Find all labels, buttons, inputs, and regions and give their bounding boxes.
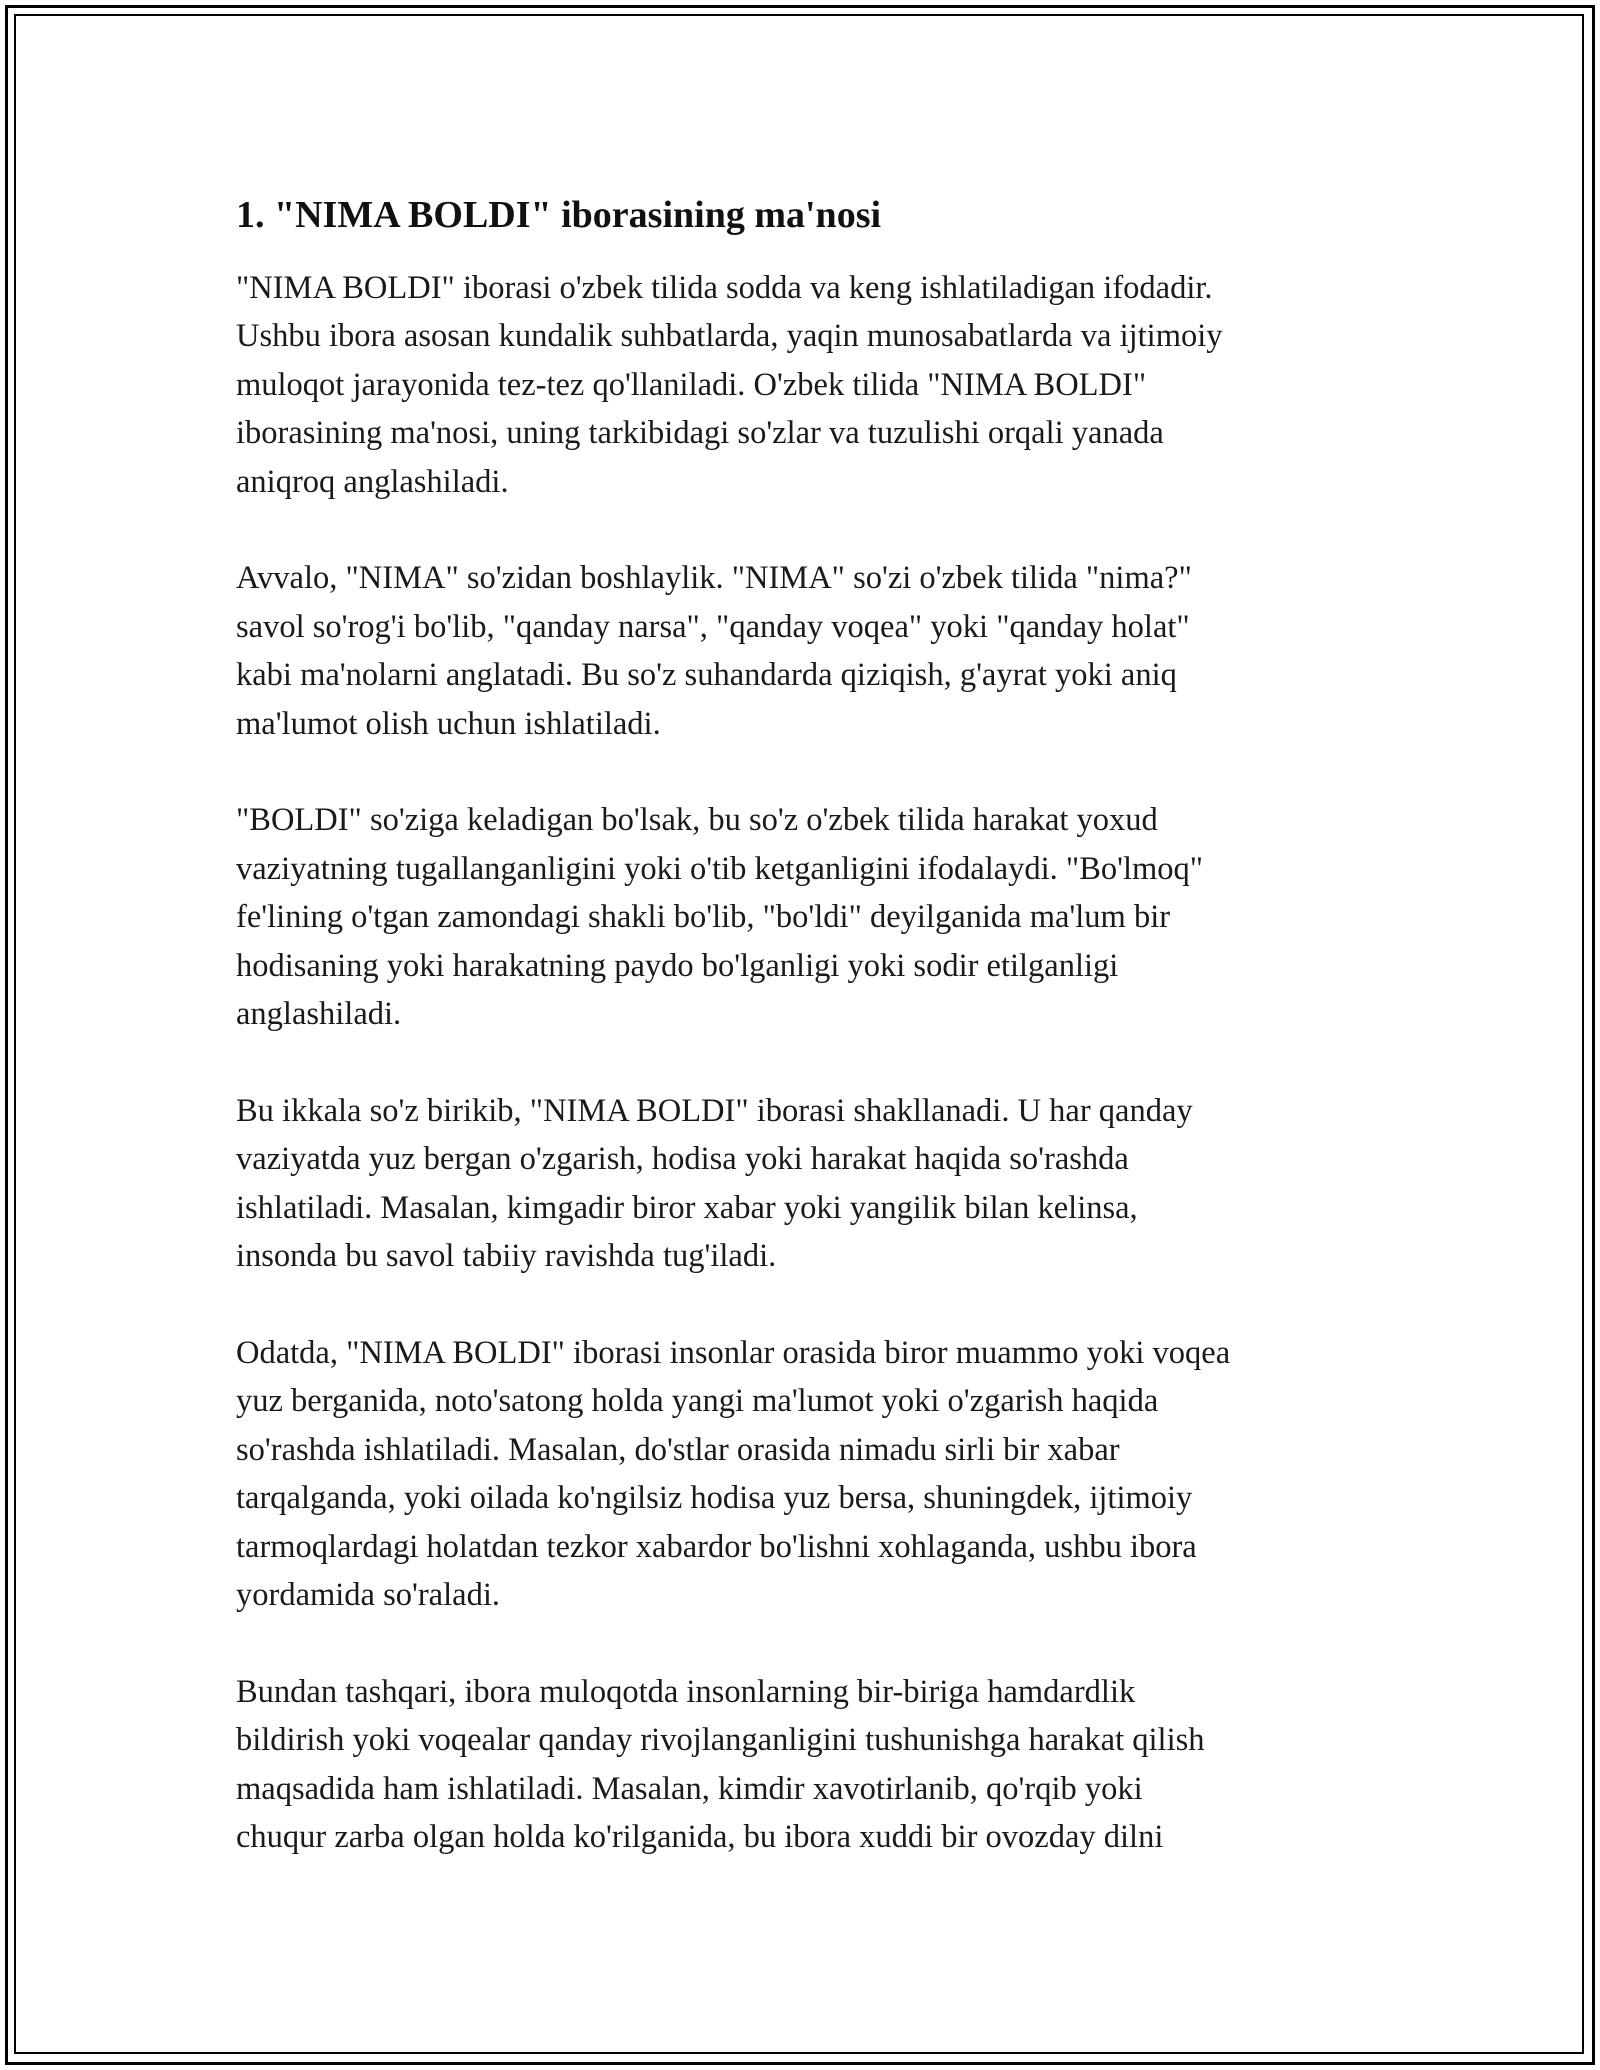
paragraph-line: tarmoqlardagi holatdan tezkor xabardor bo'lishni xohlaganda, ushbu ibora [236, 1528, 1197, 1565]
paragraph-line: anglashiladi. [236, 996, 402, 1033]
paragraph-line: so'rashda ishlatiladi. Masalan, do'stlar orasida nimadu sirli bir xabar [236, 1431, 1120, 1468]
paragraph-line: yuz berganida, noto'satong holda yangi ma'lumot yoki o'zgarish haqida [236, 1383, 1159, 1420]
paragraph-line: Bu ikkala so'z birikib, "NIMA BOLDI" iborasi shakllanadi. U har qanday [236, 1092, 1193, 1129]
paragraph-line: iborasining ma'nosi, uning tarkibidagi so'zlar va tuzulishi orqali yanada [236, 415, 1164, 452]
paragraph-line: Bundan tashqari, ibora muloqotda insonlarning bir-biriga hamdardlik [236, 1673, 1136, 1710]
paragraph-6 [236, 1668, 1376, 1862]
paragraph-line: vaziyatda yuz bergan o'zgarish, hodisa yoki harakat haqida so'rashda [236, 1141, 1129, 1178]
paragraph-line: fe'lining o'tgan zamondagi shakli bo'lib, "bo'ldi" deyilganida ma'lum bir [236, 899, 1171, 936]
paragraph-line: "BOLDI" so'ziga keladigan bo'lsak, bu so'z o'zbek tilida harakat yoxud [236, 802, 1158, 839]
paragraph-line: chuqur zarba olgan holda ko'rilganida, bu ibora xuddi bir ovozday dilni [236, 1818, 1164, 1855]
paragraph-line: bildirish yoki voqealar qanday rivojlanganligini tushunishga harakat qilish [236, 1722, 1205, 1759]
paragraph-line: kabi ma'nolarni anglatadi. Bu so'z suhandarda qiziqish, g'ayrat yoki aniq [236, 657, 1177, 694]
paragraph-4 [236, 1087, 1376, 1281]
paragraph-1 [236, 264, 1376, 506]
paragraph-line: ishlatiladi. Masalan, kimgadir biror xabar yoki yangilik bilan kelinsa, [236, 1189, 1138, 1226]
paragraph-line: ma'lumot olish uchun ishlatiladi. [236, 705, 661, 742]
paragraph-line: tarqalganda, yoki oilada ko'ngilsiz hodisa yuz bersa, shuningdek, ijtimoiy [236, 1480, 1193, 1517]
document-body [236, 188, 1376, 1861]
paragraph-line: aniqroq anglashiladi. [236, 463, 509, 500]
paragraph-line: muloqot jarayonida tez-tez qo'llaniladi. O'zbek tilida "NIMA BOLDI" [236, 366, 1147, 403]
paragraph-line: Odatda, "NIMA BOLDI" iborasi insonlar orasida biror muammo yoki voqea [236, 1334, 1231, 1371]
paragraph-line: "NIMA BOLDI" iborasi o'zbek tilida sodda va keng ishlatiladigan ifodadir. [236, 270, 1213, 306]
paragraph-5 [236, 1329, 1376, 1619]
paragraph-list [236, 264, 1376, 1861]
paragraph-line: vaziyatning tugallanganligini yoki o'tib ketganligini ifodalaydi. "Bo'lmoq" [236, 850, 1204, 887]
paragraph-line: Avvalo, "NIMA" so'zidan boshlaylik. "NIMA" so'zi o'zbek tilida "nima?" [236, 560, 1192, 597]
paragraph-line: maqsadida ham ishlatiladi. Masalan, kimdir xavotirlanib, qo'rqib yoki [236, 1770, 1143, 1807]
paragraph-line: Ushbu ibora asosan kundalik suhbatlarda, yaqin munosabatlarda va ijtimoiy [236, 318, 1223, 355]
section-heading: 1. "NIMA BOLDI" iborasining ma'nosi [236, 194, 882, 236]
paragraph-line: hodisaning yoki harakatning paydo bo'lganligi yoki sodir etilganligi [236, 947, 1119, 984]
paragraph-line: yordamida so'raladi. [236, 1576, 500, 1613]
paragraph-2 [236, 554, 1376, 748]
paragraph-line: insonda bu savol tabiiy ravishda tug'iladi. [236, 1238, 777, 1275]
paragraph-line: savol so'rog'i bo'lib, "qanday narsa", "qanday voqea" yoki "qanday holat" [236, 608, 1190, 645]
paragraph-3 [236, 796, 1376, 1038]
